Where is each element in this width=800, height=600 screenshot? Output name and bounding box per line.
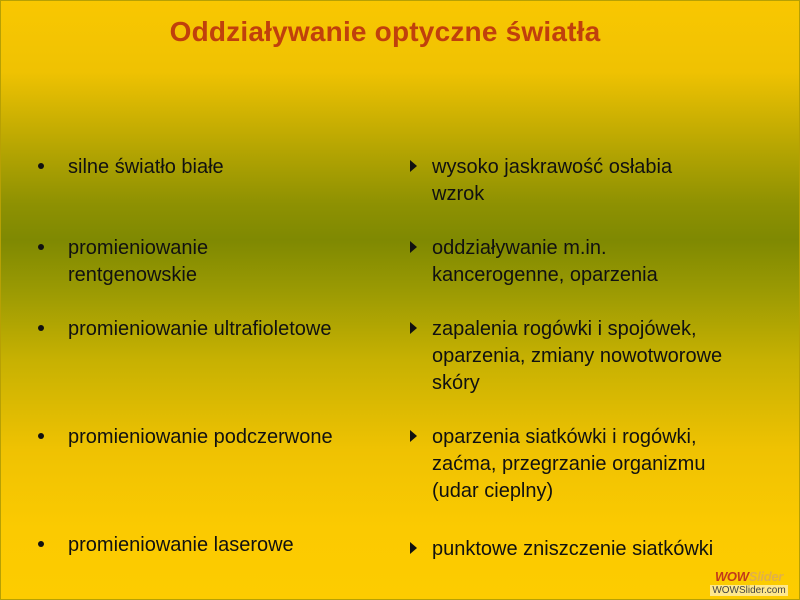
item-line: wzrok	[432, 183, 485, 205]
item-line: oparzenia siatkówki i rogówki,	[432, 426, 697, 448]
item-line: silne światło białe	[68, 156, 224, 178]
item-line: skóry	[432, 372, 480, 394]
bullet-arrow-icon	[406, 235, 426, 262]
item-line: promieniowanie	[68, 237, 209, 259]
list-item	[36, 154, 386, 181]
item-line: kancerogenne, oparzenia	[432, 264, 658, 286]
list-item	[406, 154, 776, 208]
list-item	[36, 316, 386, 343]
bullet-dot-icon	[36, 424, 56, 451]
list-item	[36, 424, 386, 451]
bullet-dot-icon	[36, 154, 56, 181]
bullet-arrow-icon	[406, 536, 426, 563]
watermark	[710, 569, 788, 596]
item-line: zapalenia rogówki i spojówek,	[432, 318, 697, 340]
list-item	[406, 316, 776, 397]
item-line: (udar cieplny)	[432, 480, 554, 502]
watermark-logo-part2: Slider	[748, 569, 784, 584]
bullet-dot-icon	[36, 532, 56, 559]
item-line: wysoko jaskrawość osłabia	[432, 156, 673, 178]
bullet-arrow-icon	[406, 154, 426, 181]
item-line: punktowe zniszczenie siatkówki	[432, 538, 714, 560]
list-item	[36, 532, 386, 559]
item-line: rentgenowskie	[68, 264, 197, 286]
bullet-arrow-icon	[406, 316, 426, 343]
bullet-arrow-icon	[406, 424, 426, 451]
item-line: oddziaływanie m.in.	[432, 237, 607, 259]
item-line: zaćma, przegrzanie organizmu	[432, 453, 706, 475]
item-line: promieniowanie ultrafioletowe	[68, 318, 332, 340]
bullet-dot-icon	[36, 316, 56, 343]
slide-title: Oddziaływanie optyczne światła	[169, 16, 601, 47]
item-line: promieniowanie laserowe	[68, 534, 294, 556]
list-item	[36, 235, 386, 289]
watermark-site: WOWSlider.com	[710, 585, 788, 596]
item-line: promieniowanie podczerwone	[68, 426, 333, 448]
item-line: oparzenia, zmiany nowotworowe	[432, 345, 723, 367]
list-item	[406, 536, 776, 563]
list-item	[406, 424, 776, 505]
bullet-dot-icon	[36, 235, 56, 262]
watermark-logo-part1: WOW	[714, 569, 749, 584]
list-item	[406, 235, 776, 289]
watermark-logo	[710, 569, 788, 584]
